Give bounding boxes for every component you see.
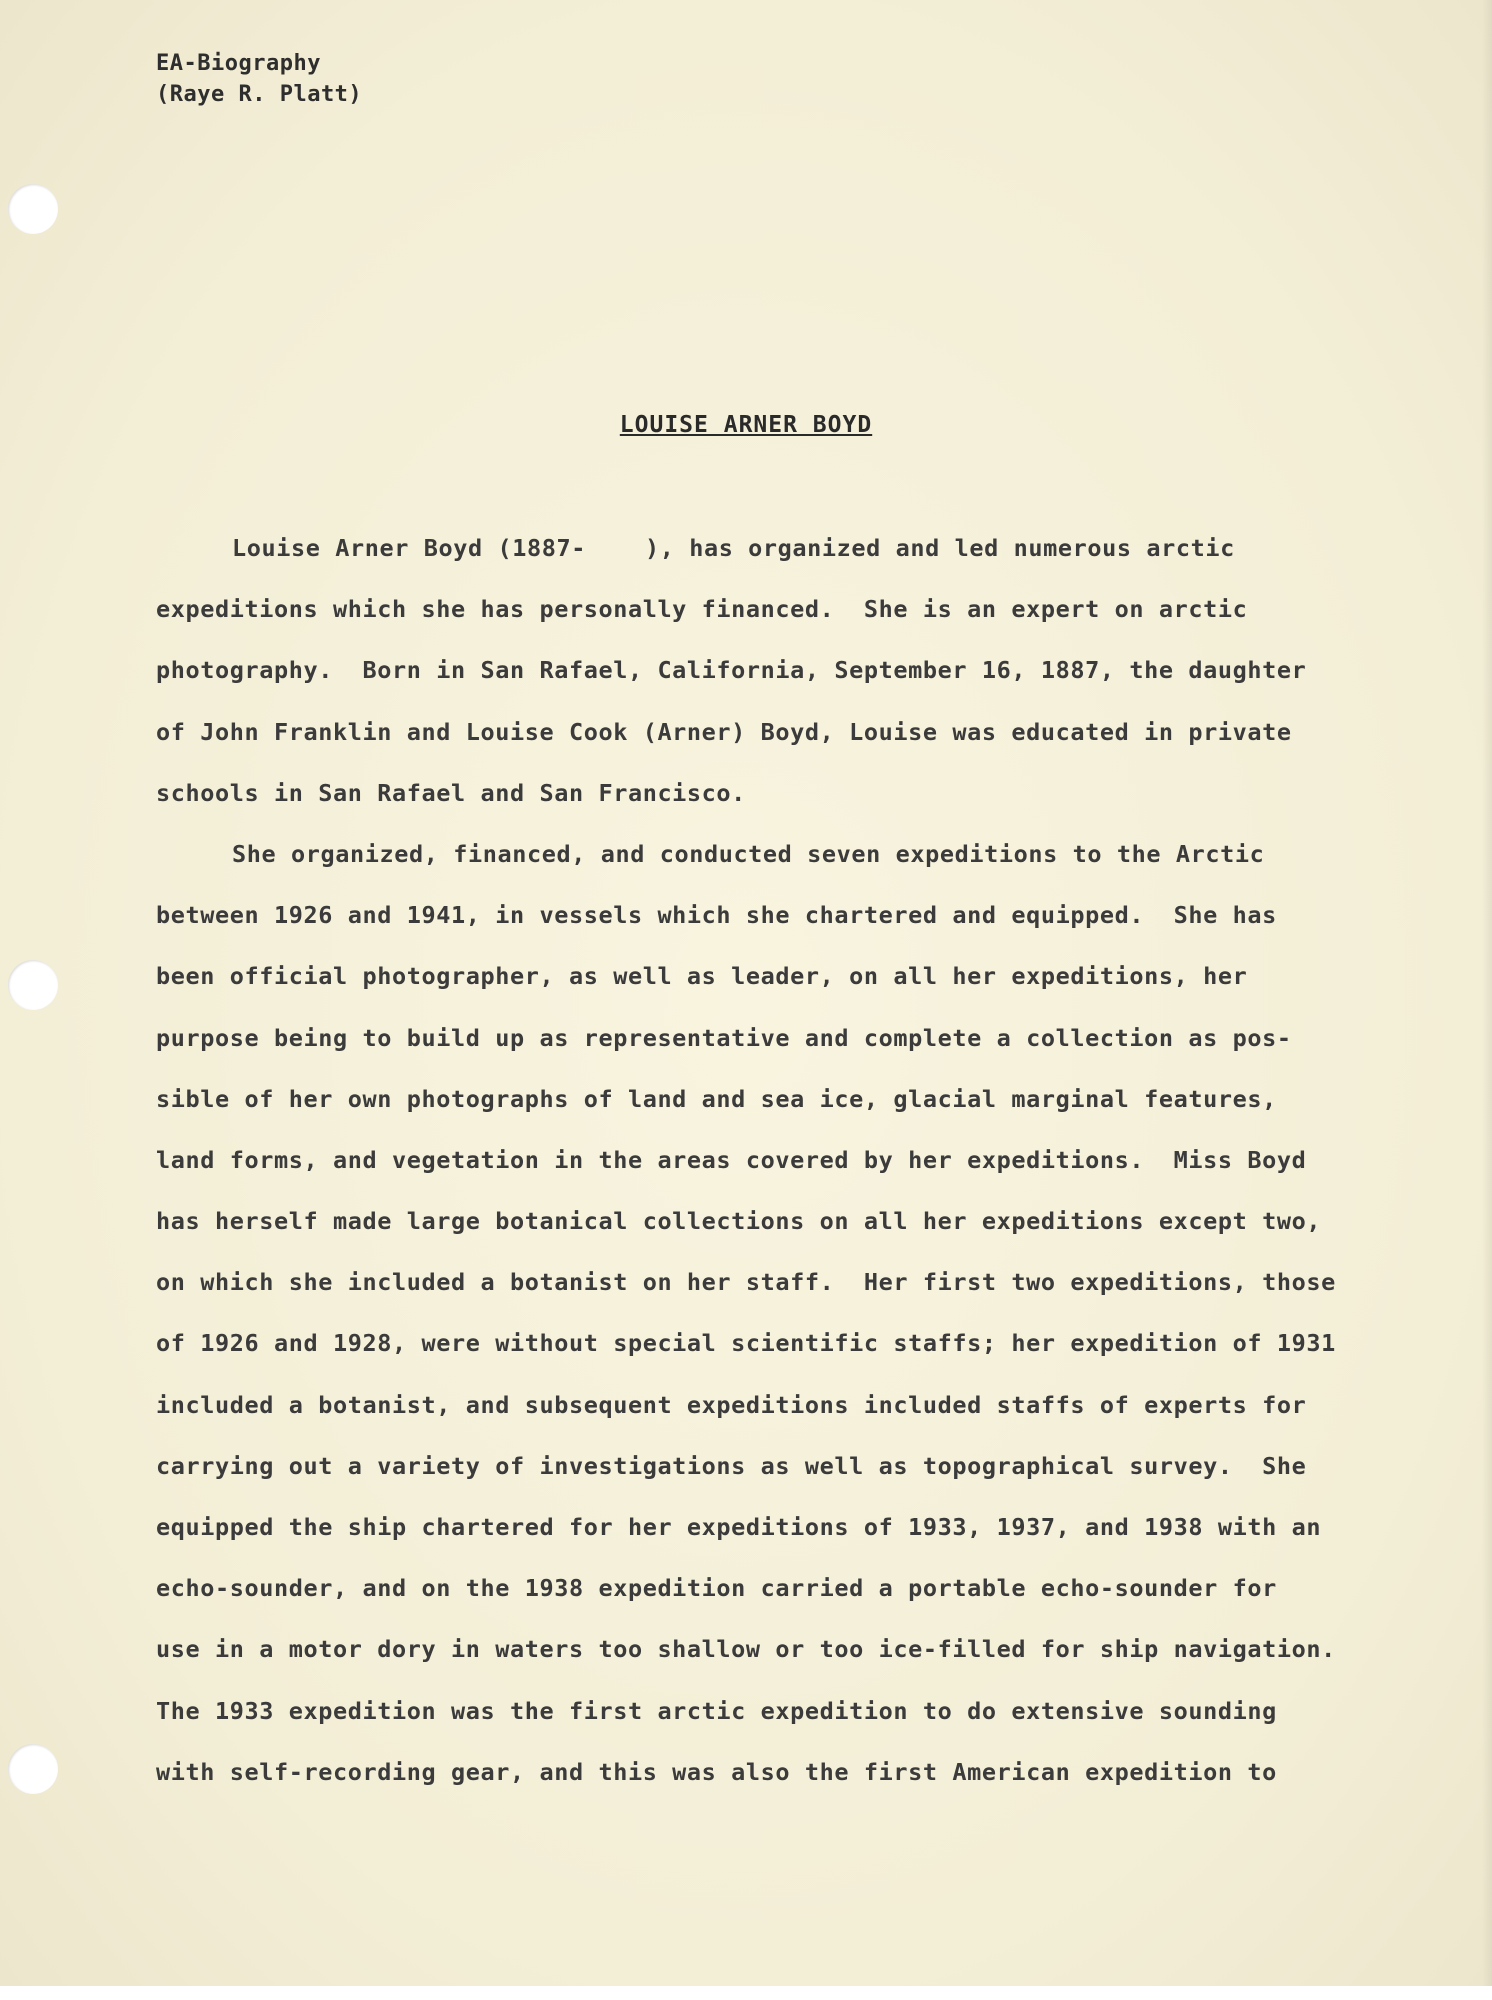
text-line: use in a motor dory in waters too shallow or too ice-filled for ship navigation. xyxy=(156,1635,1336,1664)
punch-hole-bottom xyxy=(8,1744,58,1794)
punch-hole-middle xyxy=(8,960,58,1010)
text-line: of 1926 and 1928, were without special scientific staffs; her expedition of 1931 xyxy=(156,1329,1336,1358)
text-line: purpose being to build up as representative and complete a collection as pos- xyxy=(156,1023,1292,1052)
page-title: LOUISE ARNER BOYD xyxy=(619,412,873,438)
text-line: of John Franklin and Louise Cook (Arner) Boyd, Louise was educated in private xyxy=(156,717,1292,746)
text-line: sible of her own photographs of land and sea ice, glacial marginal features, xyxy=(156,1084,1277,1113)
text-line: Louise Arner Boyd (1887- ), has organized and led numerous arctic xyxy=(232,534,1235,562)
body-text xyxy=(156,526,1378,1811)
punch-hole-top xyxy=(8,184,58,234)
page-edge xyxy=(1482,0,1492,2000)
text-line: echo-sounder, and on the 1938 expedition carried a portable echo-sounder for xyxy=(156,1574,1277,1603)
header-author: (Raye R. Platt) xyxy=(156,82,363,107)
text-line: expeditions which she has personally financed. She is an expert on arctic xyxy=(156,595,1248,624)
document-header xyxy=(156,48,362,110)
text-line: on which she included a botanist on her staff. Her first two expeditions, those xyxy=(156,1268,1336,1297)
page-bottom-margin xyxy=(0,1986,1492,2000)
text-line: photography. Born in San Rafael, California, September 16, 1887, the daughter xyxy=(156,656,1307,685)
text-line: between 1926 and 1941, in vessels which she chartered and equipped. She has xyxy=(156,901,1277,930)
text-line: land forms, and vegetation in the areas covered by her expeditions. Miss Boyd xyxy=(156,1145,1307,1174)
text-line: carrying out a variety of investigations as well as topographical survey. She xyxy=(156,1451,1307,1480)
text-line: with self-recording gear, and this was also the first American expedition to xyxy=(156,1757,1277,1786)
header-category: EA-Biography xyxy=(156,51,321,76)
text-line: The 1933 expedition was the first arctic expedition to do extensive sounding xyxy=(156,1696,1277,1725)
text-line: equipped the ship chartered for her expeditions of 1933, 1937, and 1938 with an xyxy=(156,1513,1322,1541)
text-line: has herself made large botanical collections on all her expeditions except two, xyxy=(156,1207,1322,1236)
text-line: been official photographer, as well as leader, on all her expeditions, her xyxy=(156,962,1248,991)
text-line: She organized, financed, and conducted seven expeditions to the Arctic xyxy=(232,839,1265,868)
text-line: included a botanist, and subsequent expeditions included staffs of experts for xyxy=(156,1390,1307,1419)
text-line: schools in San Rafael and San Francisco. xyxy=(156,778,746,807)
